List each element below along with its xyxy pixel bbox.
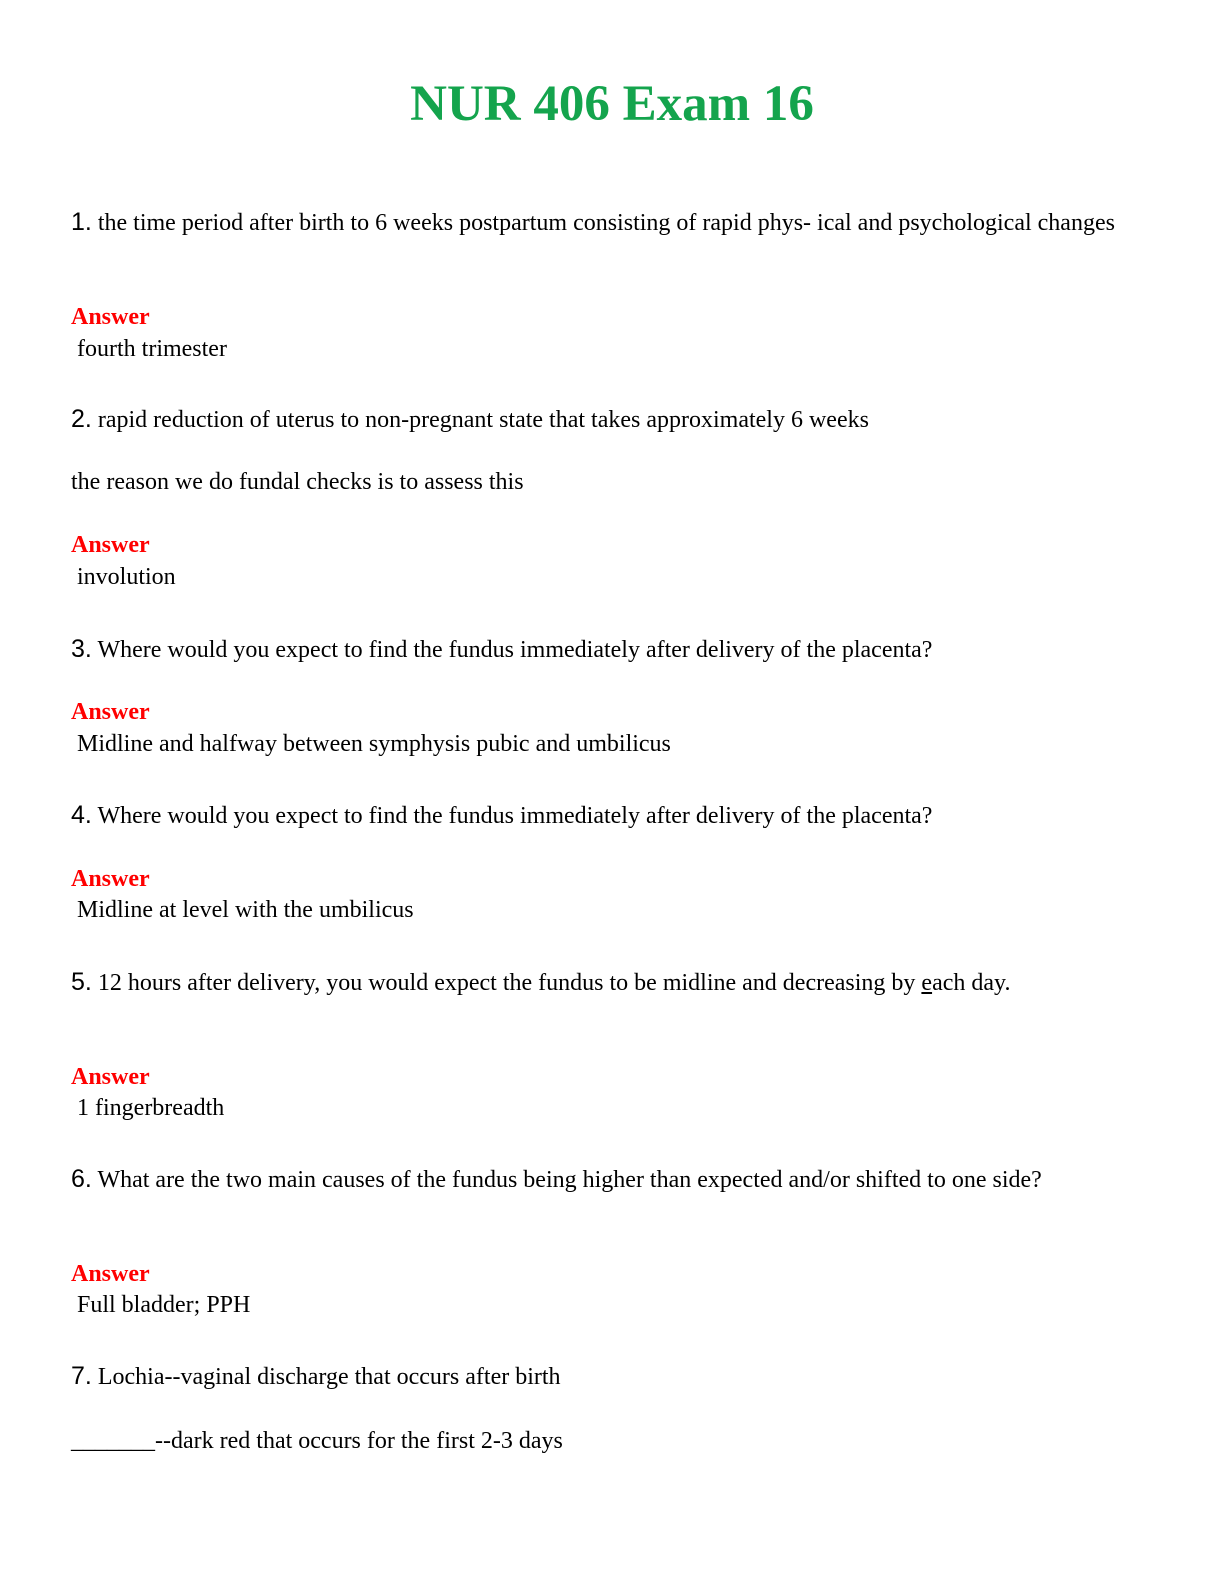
answer-label: Answer xyxy=(71,532,150,558)
page-title: NUR 406 Exam 16 xyxy=(410,76,814,132)
question-text: rapid reduction of uterus to non-pregnant state that takes approximately 6 weeks xyxy=(97,407,869,433)
question-text: Where would you expect to find the fundus immediately after delivery of the placenta? xyxy=(97,803,933,829)
question-text-part: ach day. xyxy=(932,970,1011,996)
question-4 xyxy=(71,800,1151,832)
question-number: 5. xyxy=(71,968,92,996)
question-text: Where would you expect to find the fundus immediately after delivery of the placenta? xyxy=(97,637,933,663)
question-number: 7. xyxy=(71,1362,92,1390)
answer-label: Answer xyxy=(71,304,150,330)
answer-text: Full bladder; PPH xyxy=(77,1292,251,1318)
answer-text: 1 fingerbreadth xyxy=(77,1095,225,1121)
question-number: 3. xyxy=(71,635,92,663)
answer-label: Answer xyxy=(71,1064,150,1090)
question-text: What are the two main causes of the fundus being higher than expected and/or shifted to one side? xyxy=(97,1167,1042,1193)
answer-label: Answer xyxy=(71,1261,150,1287)
question-text-underlined: e xyxy=(921,970,933,996)
answer-text: involution xyxy=(77,564,176,590)
question-2 xyxy=(71,404,1151,436)
question-number: 1. xyxy=(71,208,92,236)
question-number: 2. xyxy=(71,405,92,433)
question-3 xyxy=(71,634,1151,666)
question-number: 6. xyxy=(71,1165,92,1193)
question-extra-text: _______--dark red that occurs for the first 2-3 days xyxy=(71,1428,563,1454)
answer-text: fourth trimester xyxy=(77,336,227,362)
question-number: 4. xyxy=(71,801,92,829)
question-5 xyxy=(71,967,1151,999)
question-7 xyxy=(71,1361,1151,1393)
question-text-part: 12 hours after delivery, you would expect the fundus to be midline and decreasing by xyxy=(97,970,922,996)
answer-text: Midline at level with the umbilicus xyxy=(77,897,414,923)
question-6 xyxy=(71,1164,1151,1196)
question-1 xyxy=(71,207,1151,239)
question-text: Lochia--vaginal discharge that occurs after birth xyxy=(97,1364,561,1390)
answer-text: Midline and halfway between symphysis pubic and umbilicus xyxy=(77,731,671,757)
question-text xyxy=(98,970,1011,996)
answer-label: Answer xyxy=(71,866,150,892)
answer-label: Answer xyxy=(71,699,150,725)
question-text: the time period after birth to 6 weeks postpartum consisting of rapid phys- ical and psychological changes xyxy=(97,210,1115,236)
question-extra-text: the reason we do fundal checks is to assess this xyxy=(71,469,524,495)
